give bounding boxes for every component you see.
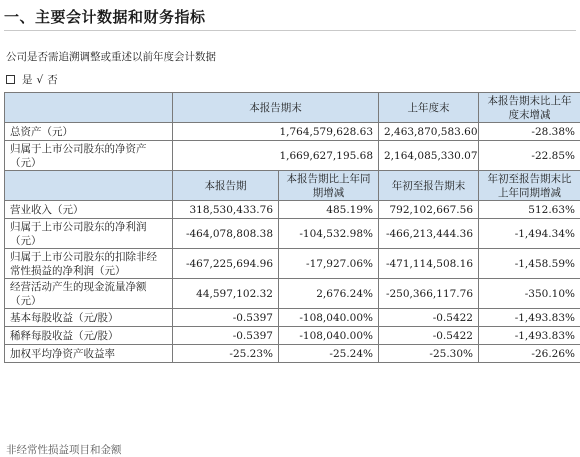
cell-value: -1,493.83%	[479, 309, 580, 327]
row-label: 基本每股收益（元/股）	[5, 309, 173, 327]
row-label: 加权平均净资产收益率	[5, 345, 173, 363]
cell-value: 1,764,579,628.63	[173, 123, 379, 141]
cell-value: -467,225,694.96	[173, 249, 279, 279]
table-row	[5, 123, 580, 141]
cell-value: -471,114,508.16	[379, 249, 479, 279]
table2-header-period-change: 本报告期比上年同期增减	[279, 171, 379, 201]
cell-value: 318,530,433.76	[173, 201, 279, 219]
cell-value: 512.63%	[479, 201, 580, 219]
table-row	[5, 327, 580, 345]
restatement-question: 公司是否需追溯调整或重述以前年度会计数据	[6, 49, 216, 64]
cell-value: -1,493.83%	[479, 327, 580, 345]
footer-partial-text: 非经常性损益项目和金额	[6, 442, 122, 457]
table-row	[5, 249, 580, 279]
answer-no: 否	[47, 72, 58, 87]
table-row	[5, 345, 580, 363]
restatement-answer	[6, 72, 58, 87]
cell-value: -108,040.00%	[279, 327, 379, 345]
cell-value: -25.30%	[379, 345, 479, 363]
table1-header-row	[5, 93, 580, 123]
cell-value: -250,366,117.76	[379, 279, 479, 309]
row-label: 归属于上市公司股东的净资产（元）	[5, 141, 173, 171]
cell-value: -0.5397	[173, 309, 279, 327]
cell-value: -25.23%	[173, 345, 279, 363]
table1-header-change: 本报告期末比上年度末增减	[479, 93, 580, 123]
section-title: 一、主要会计数据和财务指标	[4, 6, 206, 27]
row-label: 归属于上市公司股东的扣除非经常性损益的净利润（元）	[5, 249, 173, 279]
cell-value: -108,040.00%	[279, 309, 379, 327]
cell-value: -466,213,444.36	[379, 219, 479, 249]
cell-value: -0.5422	[379, 327, 479, 345]
table-row	[5, 309, 580, 327]
row-label: 经营活动产生的现金流量净额（元）	[5, 279, 173, 309]
table1-header-last-year-end: 上年度末	[379, 93, 479, 123]
cell-value: 485.19%	[279, 201, 379, 219]
cell-value: -0.5422	[379, 309, 479, 327]
table2-header-ytd-change: 年初至报告期末比上年同期增减	[479, 171, 580, 201]
cell-value: -1,494.34%	[479, 219, 580, 249]
cell-value: -22.85%	[479, 141, 580, 171]
table-row	[5, 219, 580, 249]
row-label: 营业收入（元）	[5, 201, 173, 219]
cell-value: -1,458.59%	[479, 249, 580, 279]
cell-value: -26.26%	[479, 345, 580, 363]
cell-value: 792,102,667.56	[379, 201, 479, 219]
table-row	[5, 201, 580, 219]
cell-value: -0.5397	[173, 327, 279, 345]
cell-value: -464,078,808.38	[173, 219, 279, 249]
title-divider	[4, 30, 576, 31]
cell-value: -350.10%	[479, 279, 580, 309]
table2-header-row	[5, 171, 580, 201]
cell-value: 2,463,870,583.60	[379, 123, 479, 141]
table2-header-ytd: 年初至报告期末	[379, 171, 479, 201]
table-row	[5, 279, 580, 309]
cell-value: 2,164,085,330.07	[379, 141, 479, 171]
cell-value: 1,669,627,195.68	[173, 141, 379, 171]
table-row	[5, 141, 580, 171]
cell-value: -17,927.06%	[279, 249, 379, 279]
table1-header-period-end: 本报告期末	[173, 93, 379, 123]
checkmark: √	[37, 74, 44, 86]
cell-value: -25.24%	[279, 345, 379, 363]
answer-yes: 是	[22, 72, 33, 87]
table1-corner	[5, 93, 173, 123]
checkbox-icon	[6, 75, 15, 84]
cell-value: 44,597,102.32	[173, 279, 279, 309]
table2-corner	[5, 171, 173, 201]
cell-value: -28.38%	[479, 123, 580, 141]
row-label: 稀释每股收益（元/股）	[5, 327, 173, 345]
cell-value: 2,676.24%	[279, 279, 379, 309]
financial-data-table	[4, 92, 580, 363]
row-label: 归属于上市公司股东的净利润（元）	[5, 219, 173, 249]
table2-header-period: 本报告期	[173, 171, 279, 201]
row-label: 总资产（元）	[5, 123, 173, 141]
cell-value: -104,532.98%	[279, 219, 379, 249]
